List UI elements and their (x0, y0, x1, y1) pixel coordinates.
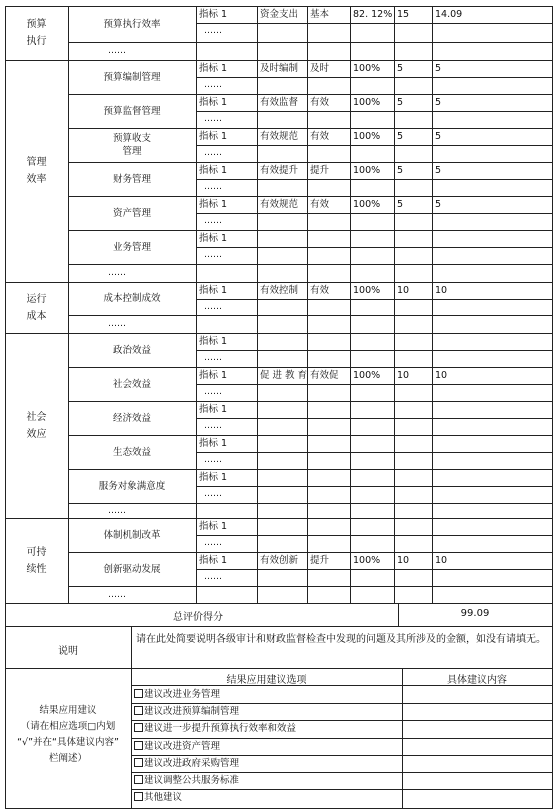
indicator-value-c4: 15 (397, 9, 410, 20)
grid-line (131, 789, 553, 790)
result-content-header: 具体建议内容 (447, 675, 507, 686)
indicator-value-c2: 有效 (310, 199, 330, 210)
indicator-value-c1: 有效规范 (260, 131, 299, 142)
grid-line (5, 6, 553, 7)
grid-line (68, 518, 553, 519)
grid-line (196, 486, 553, 487)
indicator-value-c3: 100% (353, 199, 381, 210)
subitem-label: 财务管理 (112, 173, 151, 185)
option-checkbox[interactable] (134, 741, 143, 750)
indicator-value-c3: 100% (353, 165, 381, 176)
grid-line (131, 626, 132, 809)
grid-line (68, 401, 553, 402)
grid-line (68, 552, 553, 553)
result-options-header: 结果应用建议选项 (226, 675, 307, 686)
grid-line (196, 77, 553, 78)
indicator-name: 指标 1 (199, 438, 228, 449)
subitem-ellipsis: …… (108, 506, 126, 516)
indicator-value-c5: 5 (435, 165, 442, 176)
grid-line (432, 6, 433, 603)
grid-line (394, 6, 395, 603)
subitem-label: 成本控制成效 (103, 293, 161, 304)
grid-line (196, 6, 197, 603)
indicator-value-c4: 10 (397, 370, 410, 381)
subitem-label: 预算收支 管理 (112, 133, 151, 157)
indicator-name: 指标 1 (199, 9, 228, 20)
option-label: 建议改进资产管理 (144, 740, 221, 752)
indicator-value-c2: 基本 (310, 9, 330, 20)
indicator-value-c4: 5 (397, 131, 404, 142)
indicator-value-c1: 有效提升 (260, 165, 299, 176)
grid-line (196, 299, 553, 300)
indicator-ellipsis: …… (204, 114, 222, 124)
grid-line (68, 469, 553, 470)
grid-line (196, 384, 553, 385)
subitem-label: 服务对象满意度 (98, 480, 166, 492)
option-label: 建议改进政府采购管理 (144, 757, 240, 769)
category-label: 管理 效率 (26, 157, 47, 185)
subitem-label: 体制机制改革 (103, 529, 161, 541)
grid-line (131, 755, 553, 756)
subitem-label: 预算执行效率 (103, 18, 161, 30)
indicator-value-c5: 10 (435, 555, 448, 566)
grid-line (350, 6, 351, 603)
indicator-value-c1: 促 进 教 育 (260, 370, 308, 381)
indicator-value-c1: 有效控制 (260, 285, 299, 296)
subitem-label: 经济效益 (112, 412, 151, 424)
indicator-name: 指标 1 (199, 97, 228, 108)
grid-line (196, 350, 553, 351)
indicator-value-c2: 有效 (310, 97, 330, 108)
grid-line (552, 6, 553, 809)
subitem-label: 预算监督管理 (103, 105, 161, 117)
total-score-value: 99.09 (460, 608, 490, 619)
option-label: 建议调整公共服务标准 (144, 775, 240, 786)
grid-line (131, 738, 553, 739)
indicator-value-c3: 100% (353, 97, 381, 108)
indicator-value-c3: 100% (353, 555, 381, 566)
indicator-ellipsis: …… (204, 572, 222, 582)
option-label: 建议进一步提升预算执行效率和效益 (144, 723, 297, 735)
indicator-value-c4: 5 (397, 97, 404, 108)
subitem-ellipsis: …… (108, 268, 126, 278)
subitem-label: 社会效益 (112, 378, 151, 390)
indicator-value-c2: 有效促 (310, 370, 339, 381)
grid-line (196, 315, 553, 316)
indicator-ellipsis: …… (204, 216, 222, 226)
indicator-value-c5: 5 (435, 97, 442, 108)
indicator-value-c5: 5 (435, 131, 442, 142)
grid-line (257, 6, 258, 603)
indicator-value-c4: 5 (397, 199, 404, 210)
indicator-name: 指标 1 (199, 131, 228, 142)
result-option[interactable] (134, 689, 220, 701)
indicator-value-c3: 100% (353, 63, 381, 74)
indicator-value-c5: 10 (435, 370, 448, 381)
indicator-value-c1: 有效创新 (260, 555, 299, 566)
subitem-label: 预算编制管理 (103, 71, 161, 83)
indicator-ellipsis: …… (204, 421, 222, 431)
category-label: 可持 续性 (26, 546, 47, 575)
result-option[interactable] (134, 741, 220, 753)
grid-line (196, 145, 553, 146)
option-checkbox[interactable] (134, 775, 143, 784)
grid-line (68, 60, 553, 61)
grid-line (68, 435, 553, 436)
grid-line (196, 569, 553, 570)
grid-line (196, 111, 553, 112)
indicator-value-c2: 有效 (310, 131, 330, 142)
indicator-name: 指标 1 (199, 165, 228, 176)
subitem-ellipsis: …… (108, 319, 126, 329)
indicator-name: 指标 1 (199, 404, 228, 415)
indicator-value-c3: 82. 12% (353, 9, 393, 20)
grid-line (196, 586, 553, 587)
grid-line (307, 6, 308, 603)
option-checkbox[interactable] (134, 706, 143, 715)
grid-line (68, 230, 553, 231)
grid-line (68, 196, 553, 197)
indicator-value-c3: 100% (353, 131, 381, 142)
grid-line (5, 6, 6, 809)
indicator-ellipsis: …… (204, 250, 222, 260)
indicator-value-c3: 100% (353, 285, 381, 296)
indicator-ellipsis: …… (204, 538, 222, 548)
grid-line (68, 603, 553, 604)
indicator-value-c2: 及时 (310, 63, 330, 74)
indicator-value-c4: 10 (397, 285, 410, 296)
grid-line (68, 333, 553, 334)
grid-line (196, 418, 553, 419)
option-label: 建议改进业务管理 (144, 689, 221, 700)
category-label: 社会 效应 (26, 411, 47, 440)
grid-line (68, 282, 553, 283)
grid-line (196, 247, 553, 248)
subitem-label: 业务管理 (112, 241, 151, 253)
result-option[interactable] (134, 706, 239, 718)
indicator-ellipsis: …… (204, 182, 222, 192)
indicator-value-c2: 有效 (310, 285, 330, 296)
option-checkbox[interactable] (134, 689, 143, 698)
grid-line (68, 162, 553, 163)
option-label: 建议改进预算编制管理 (144, 706, 240, 718)
subitem-ellipsis: …… (108, 46, 126, 56)
indicator-ellipsis: …… (204, 302, 222, 312)
grid-line (196, 213, 553, 214)
indicator-name: 指标 1 (199, 370, 228, 381)
subitem-ellipsis: …… (108, 590, 126, 600)
indicator-value-c4: 10 (397, 555, 410, 566)
option-checkbox[interactable] (134, 723, 143, 732)
category-label: 运行 成本 (26, 293, 47, 322)
indicator-value-c5: 10 (435, 285, 448, 296)
indicator-ellipsis: …… (204, 455, 222, 465)
indicator-value-c4: 5 (397, 165, 404, 176)
result-option[interactable] (134, 792, 182, 804)
indicator-value-c1: 有效监督 (260, 97, 299, 108)
indicator-name: 指标 1 (199, 521, 228, 532)
option-checkbox[interactable] (134, 758, 143, 767)
grid-line (68, 94, 553, 95)
grid-line (196, 264, 553, 265)
grid-line (68, 367, 553, 368)
total-score-label: 总评价得分 (173, 612, 223, 623)
subitem-label: 政治效益 (112, 344, 151, 356)
indicator-value-c5: 5 (435, 63, 442, 74)
grid-line (196, 23, 553, 24)
indicator-name: 指标 1 (199, 63, 228, 74)
result-option[interactable] (134, 723, 296, 735)
category-label: 预算 执行 (26, 19, 47, 47)
subitem-label: 创新驱动发展 (103, 563, 161, 575)
indicator-value-c5: 14.09 (435, 9, 463, 20)
indicator-ellipsis: …… (204, 26, 222, 36)
indicator-value-c5: 5 (435, 199, 442, 210)
grid-line (196, 503, 553, 504)
indicator-name: 指标 1 (199, 199, 228, 210)
indicator-name: 指标 1 (199, 555, 228, 566)
grid-line (131, 703, 553, 704)
indicator-ellipsis: …… (204, 148, 222, 158)
indicator-value-c4: 5 (397, 63, 404, 74)
grid-line (196, 535, 553, 536)
indicator-name: 指标 1 (199, 233, 228, 244)
option-label: 其他建议 (144, 792, 183, 804)
grid-line (196, 42, 553, 43)
note-text: 请在此处简要说明各级审计和财政监督检查中发现的问题及其所涉及的金额，如没有请填无。 (136, 634, 546, 645)
indicator-value-c3: 100% (353, 370, 381, 381)
indicator-name: 指标 1 (199, 336, 228, 347)
indicator-value-c1: 资金支出 (260, 9, 299, 20)
indicator-ellipsis: …… (204, 353, 222, 363)
indicator-value-c1: 有效规范 (260, 199, 299, 210)
indicator-name: 指标 1 (199, 472, 228, 483)
option-checkbox[interactable] (134, 792, 143, 801)
indicator-value-c1: 及时编制 (260, 63, 299, 74)
grid-line (68, 128, 553, 129)
grid-line (5, 626, 553, 627)
result-option[interactable] (134, 758, 239, 770)
grid-line (131, 772, 553, 773)
indicator-ellipsis: …… (204, 387, 222, 397)
grid-line (5, 668, 553, 669)
indicator-ellipsis: …… (204, 80, 222, 90)
grid-line (196, 179, 553, 180)
subitem-label: 资产管理 (112, 207, 151, 219)
indicator-value-c2: 提升 (310, 165, 330, 176)
result-label: 结果应用建议 （请在相应选项□内划 “√”并在“具体建议内容” 栏阐述） (17, 705, 119, 764)
indicator-name: 指标 1 (199, 285, 228, 296)
subitem-label: 生态效益 (112, 446, 151, 458)
grid-line (131, 720, 553, 721)
result-option[interactable] (134, 775, 239, 787)
note-label: 说明 (58, 646, 78, 657)
indicator-ellipsis: …… (204, 489, 222, 499)
grid-line (196, 452, 553, 453)
indicator-value-c2: 提升 (310, 555, 330, 566)
